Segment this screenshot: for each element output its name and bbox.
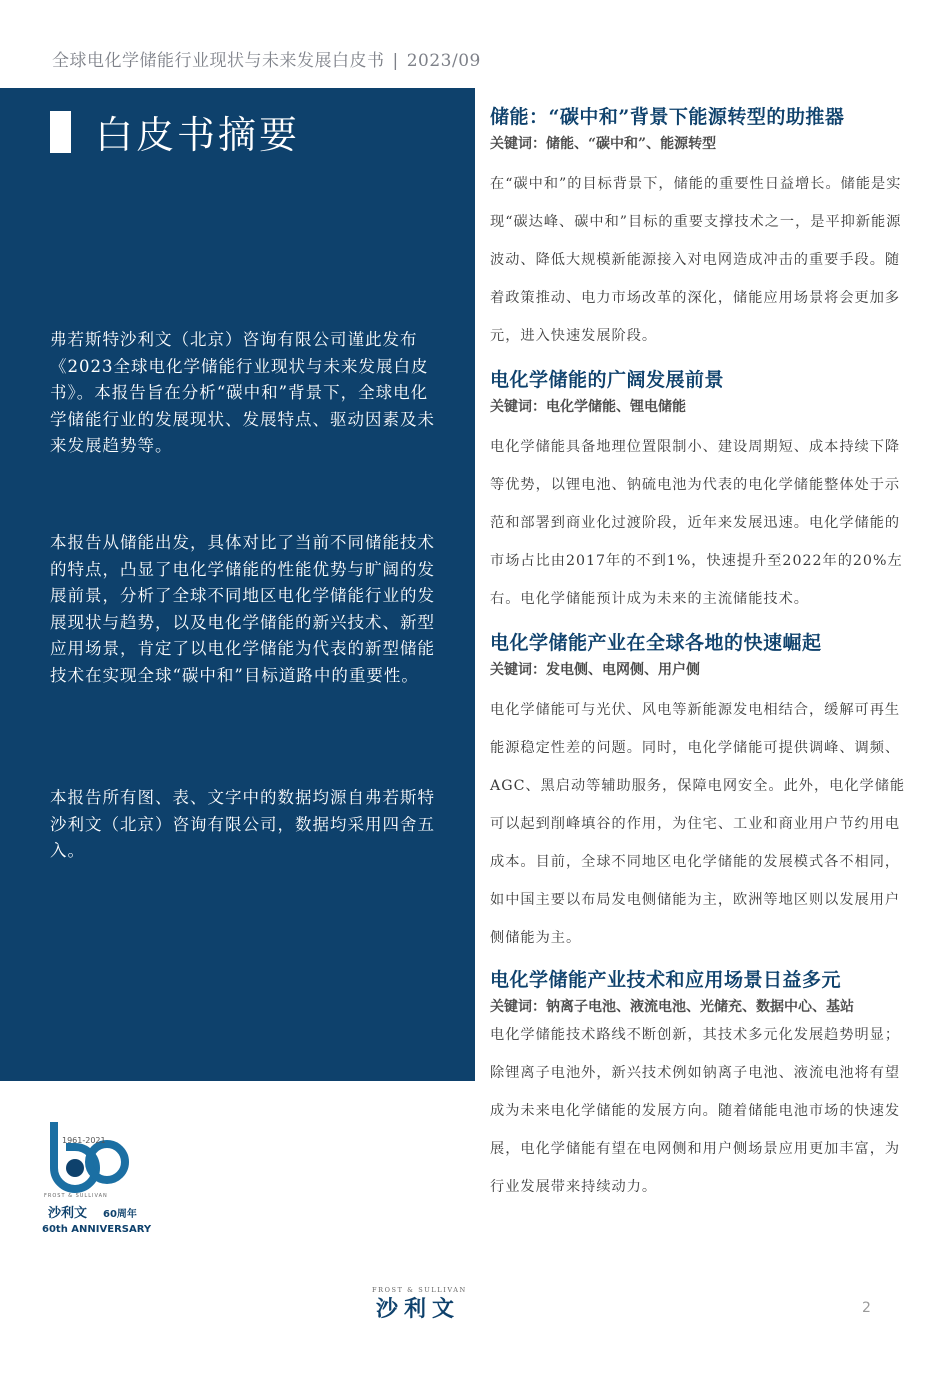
frost-sullivan-logo-icon (372, 1284, 502, 1324)
section-body: 在“碳中和”的目标背景下，储能的重要性日益增长。储能是实现“碳达峰、碳中和”目标的重要支撑技术之一，是平抑新能源波动、降低大规模新能源接入对电网造成冲击的重要手段。随着政策推动、电力市场改革的深化，储能应用场景将会更加多元，进入快速发展阶段。 (490, 176, 902, 344)
summary-title: 白皮书摘要 (95, 113, 301, 157)
section-energy-storage (490, 102, 910, 355)
section-keywords: 关键词：电化学储能、锂电储能 (490, 399, 686, 415)
section-keywords: 关键词：钠离子电池、液流电池、光储充、数据中心、基站 (490, 999, 854, 1015)
anniversary-60-icon (40, 1118, 170, 1238)
summary-paragraph-2: 本报告从储能出发，具体对比了当前不同储能技术的特点，凸显了电化学储能的性能优势与旷阔的发展前景，分析了全球不同地区电化学储能行业的发展现状与趋势，以及电化学储能的新兴技术、新型应用场景，肯定了以电化学储能为代表的新型储能技术在实现全球“碳中和”目标道路中的重要性。 (50, 533, 435, 685)
header-separator: | (392, 51, 399, 71)
section-technology (490, 965, 910, 1206)
anniversary-zhounian: 60周年 (103, 1209, 137, 1220)
document-header (52, 46, 912, 76)
section-title: 电化学储能产业在全球各地的快速崛起 (490, 632, 822, 654)
footer-brand-logo (372, 1284, 502, 1324)
anniversary-brand-en: FROST & SULLIVAN (44, 1193, 108, 1199)
anniversary-years: 1961-2021 (62, 1136, 106, 1145)
summary-heading (50, 104, 300, 159)
header-date: 2023/09 (406, 51, 481, 71)
section-prospects (490, 365, 910, 618)
section-keywords: 关键词：储能、“碳中和”、能源转型 (490, 136, 717, 152)
section-title: 电化学储能的广阔发展前景 (490, 369, 725, 391)
section-body: 电化学储能可与光伏、风电等新能源发电相结合，缓解可再生能源稳定性差的问题。同时，电化学储能可提供调峰、调频、AGC、黑启动等辅助服务，保障电网安全。此外，电化学储能可以起到削峰填谷的作用，为住宅、工业和商业用户节约用电成本。目前，全球不同地区电化学储能的发展模式各不相同，如中国主要以布局发电侧储能为主，欧洲等地区则以发展用户侧储能为主。 (490, 702, 906, 946)
section-body: 电化学储能技术路线不断创新，其技术多元化发展趋势明显；除锂离子电池外，新兴技术例如钠离子电池、液流电池将有望成为未来电化学储能的发展方向。随着储能电池市场的快速发展，电化学储能有望在电网侧和用户侧场景应用更加丰富，为行业发展带来持续动力。 (490, 1027, 901, 1195)
section-title: 电化学储能产业技术和应用场景日益多元 (490, 969, 842, 991)
section-body: 电化学储能具备地理位置限制小、建设周期短、成本持续下降等优势，以锂电池、钠硫电池为代表的电化学储能整体处于示范和部署到商业化过渡阶段，近年来发展迅速。电化学储能的市场占比由2017年的不到1%，快速提升至2022年的20%左右。电化学储能预计成为未来的主流储能技术。 (490, 439, 903, 607)
page-number: 2 (862, 1300, 871, 1316)
anniversary-logo (40, 1118, 170, 1238)
title-accent-bar (50, 111, 71, 153)
section-global-rise (490, 628, 910, 957)
summary-paragraph-3: 本报告所有图、表、文字中的数据均源自弗若斯特沙利文（北京）咨询有限公司，数据均采用四舍五入。 (50, 788, 435, 860)
anniversary-brand-cn: 沙利文 (48, 1206, 88, 1221)
section-keywords: 关键词：发电侧、电网侧、用户侧 (490, 662, 700, 678)
summary-paragraph-1: 弗若斯特沙利文（北京）咨询有限公司谨此发布《2023全球电化学储能行业现状与未来发展白皮书》。本报告旨在分析“碳中和”背景下，全球电化学储能行业的发展现状、发展特点、驱动因素及未来发展趋势等。 (50, 330, 435, 455)
anniversary-text: 60th ANNIVERSARY (42, 1224, 152, 1235)
footer-brand-en: FROST & SULLIVAN (372, 1286, 467, 1294)
footer-brand-cn: 沙利文 (376, 1297, 461, 1322)
header-title: 全球电化学储能行业现状与未来发展白皮书 (52, 51, 385, 71)
section-title: 储能：“碳中和”背景下能源转型的助推器 (490, 106, 845, 128)
